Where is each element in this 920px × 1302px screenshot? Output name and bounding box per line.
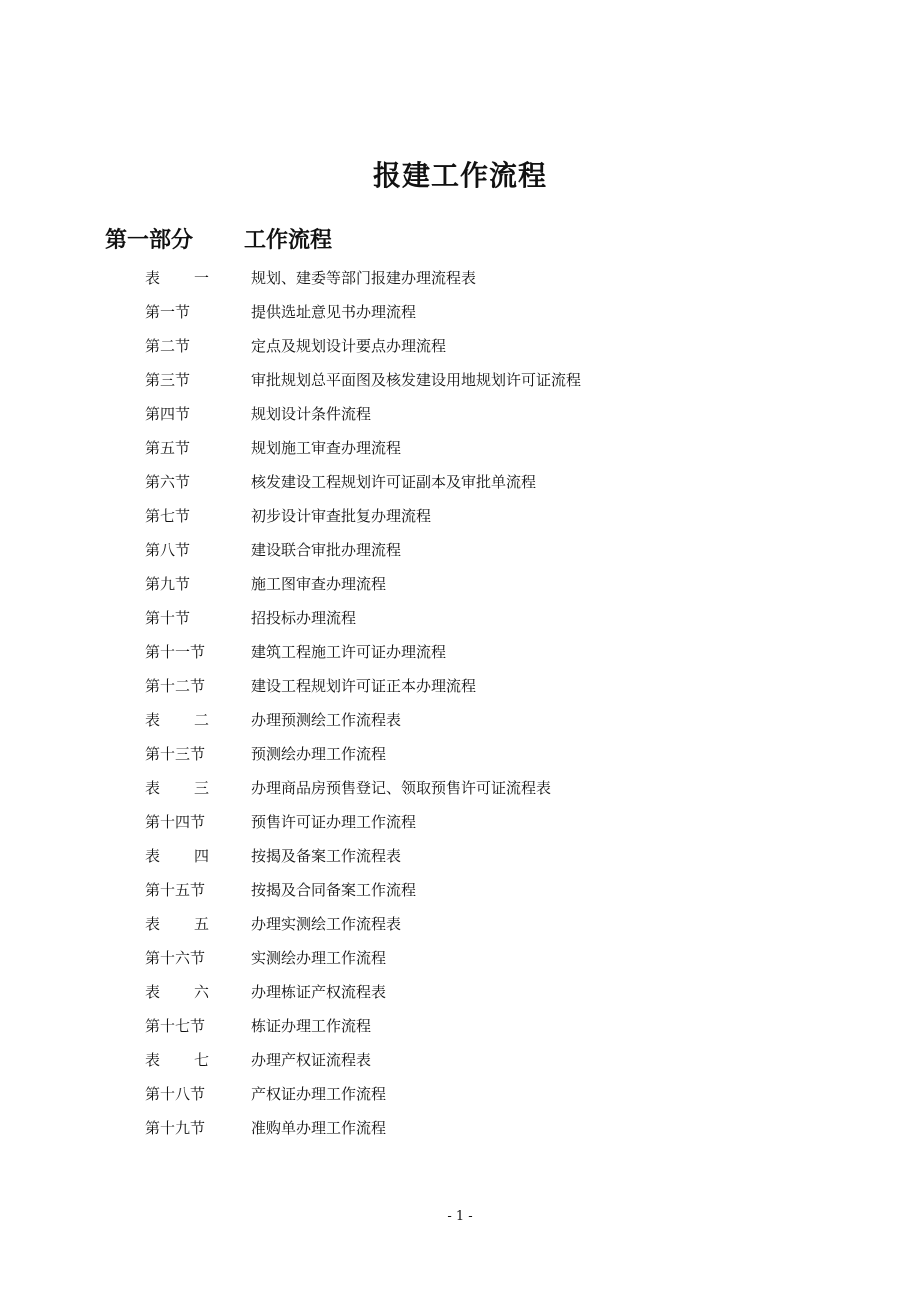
toc-entry-label: 第九节 xyxy=(145,575,191,593)
toc-entry-label: 表 四 xyxy=(145,847,209,865)
toc-entry xyxy=(145,805,845,839)
toc-entry xyxy=(145,397,845,431)
toc-entry xyxy=(145,567,845,601)
toc-entry-label: 第十七节 xyxy=(145,1017,206,1035)
toc-entry-title: 规划设计条件流程 xyxy=(251,405,372,423)
toc-entry xyxy=(145,601,845,635)
document-title: 报建工作流程 xyxy=(372,159,547,192)
toc-entry xyxy=(145,1111,845,1145)
toc-entry xyxy=(145,703,845,737)
toc-entry-label: 第十节 xyxy=(145,609,191,627)
toc-entry-label: 第二节 xyxy=(145,337,191,355)
toc-entry xyxy=(145,635,845,669)
toc-entry-label: 第十九节 xyxy=(145,1119,206,1137)
toc-entry-title: 办理栋证产权流程表 xyxy=(251,983,387,1001)
toc-entry-label: 第十一节 xyxy=(145,643,206,661)
toc-entry-label: 第十三节 xyxy=(145,745,206,763)
toc-entry-title: 按揭及备案工作流程表 xyxy=(251,847,402,865)
toc-entry xyxy=(145,669,845,703)
toc-entry-title: 办理预测绘工作流程表 xyxy=(251,711,402,729)
toc-entry-label: 表 六 xyxy=(145,983,209,1001)
toc-entry-title: 办理商品房预售登记、领取预售许可证流程表 xyxy=(251,779,552,797)
toc-entry xyxy=(145,975,845,1009)
toc-entry-label: 第六节 xyxy=(145,473,191,491)
toc-entry-label: 第十八节 xyxy=(145,1085,206,1103)
toc-entry xyxy=(145,839,845,873)
part-label: 第一部分 xyxy=(105,228,194,253)
toc-entry-title: 初步设计审查批复办理流程 xyxy=(251,507,432,525)
toc-entry-label: 第七节 xyxy=(145,507,191,525)
toc-entry-title: 按揭及合同备案工作流程 xyxy=(251,881,417,899)
toc-entry-label: 第五节 xyxy=(145,439,191,457)
toc-entry-label: 第八节 xyxy=(145,541,191,559)
toc-entry xyxy=(145,499,845,533)
toc-entry xyxy=(145,465,845,499)
toc-entry-title: 建设联合审批办理流程 xyxy=(251,541,402,559)
toc-entry-title: 办理产权证流程表 xyxy=(251,1051,372,1069)
toc-entry-label: 第十四节 xyxy=(145,813,206,831)
toc-entry-label: 表 一 xyxy=(145,269,209,287)
toc-entry xyxy=(145,1009,845,1043)
toc-entry-title: 产权证办理工作流程 xyxy=(251,1085,387,1103)
toc-entry xyxy=(145,941,845,975)
toc-entry-label: 表 五 xyxy=(145,915,209,933)
table-of-contents xyxy=(145,261,845,1145)
toc-entry-title: 施工图审查办理流程 xyxy=(251,575,387,593)
toc-entry-label: 第一节 xyxy=(145,303,191,321)
toc-entry-title: 审批规划总平面图及核发建设用地规划许可证流程 xyxy=(251,371,582,389)
toc-entry-title: 建筑工程施工许可证办理流程 xyxy=(251,643,447,661)
toc-entry xyxy=(145,329,845,363)
toc-entry-label: 第十五节 xyxy=(145,881,206,899)
toc-entry-title: 实测绘办理工作流程 xyxy=(251,949,387,967)
toc-entry-title: 定点及规划设计要点办理流程 xyxy=(251,337,447,355)
page-number: - 1 - xyxy=(447,1209,473,1224)
toc-entry xyxy=(145,771,845,805)
toc-entry-title: 招投标办理流程 xyxy=(251,609,357,627)
toc-entry-title: 规划、建委等部门报建办理流程表 xyxy=(251,269,477,287)
toc-entry-label: 表 三 xyxy=(145,779,209,797)
toc-entry-label: 第十二节 xyxy=(145,677,206,695)
toc-entry-title: 预售许可证办理工作流程 xyxy=(251,813,417,831)
toc-entry xyxy=(145,737,845,771)
toc-entry xyxy=(145,295,845,329)
toc-entry-title: 栋证办理工作流程 xyxy=(251,1017,372,1035)
part-name: 工作流程 xyxy=(244,228,333,253)
toc-entry-title: 核发建设工程规划许可证副本及审批单流程 xyxy=(251,473,537,491)
toc-entry xyxy=(145,907,845,941)
toc-entry-title: 办理实测绘工作流程表 xyxy=(251,915,402,933)
toc-entry-title: 预测绘办理工作流程 xyxy=(251,745,387,763)
part-heading xyxy=(105,224,332,258)
toc-entry-label: 第三节 xyxy=(145,371,191,389)
toc-entry-label: 第四节 xyxy=(145,405,191,423)
toc-entry xyxy=(145,873,845,907)
toc-entry xyxy=(145,363,845,397)
toc-entry-title: 准购单办理工作流程 xyxy=(251,1119,387,1137)
toc-entry-label: 表 二 xyxy=(145,711,209,729)
toc-entry xyxy=(145,261,845,295)
toc-entry-title: 提供选址意见书办理流程 xyxy=(251,303,417,321)
toc-entry-label: 第十六节 xyxy=(145,949,206,967)
toc-entry xyxy=(145,1077,845,1111)
toc-entry-title: 建设工程规划许可证正本办理流程 xyxy=(251,677,477,695)
toc-entry-title: 规划施工审查办理流程 xyxy=(251,439,402,457)
toc-entry xyxy=(145,431,845,465)
toc-entry xyxy=(145,1043,845,1077)
toc-entry xyxy=(145,533,845,567)
toc-entry-label: 表 七 xyxy=(145,1051,209,1069)
